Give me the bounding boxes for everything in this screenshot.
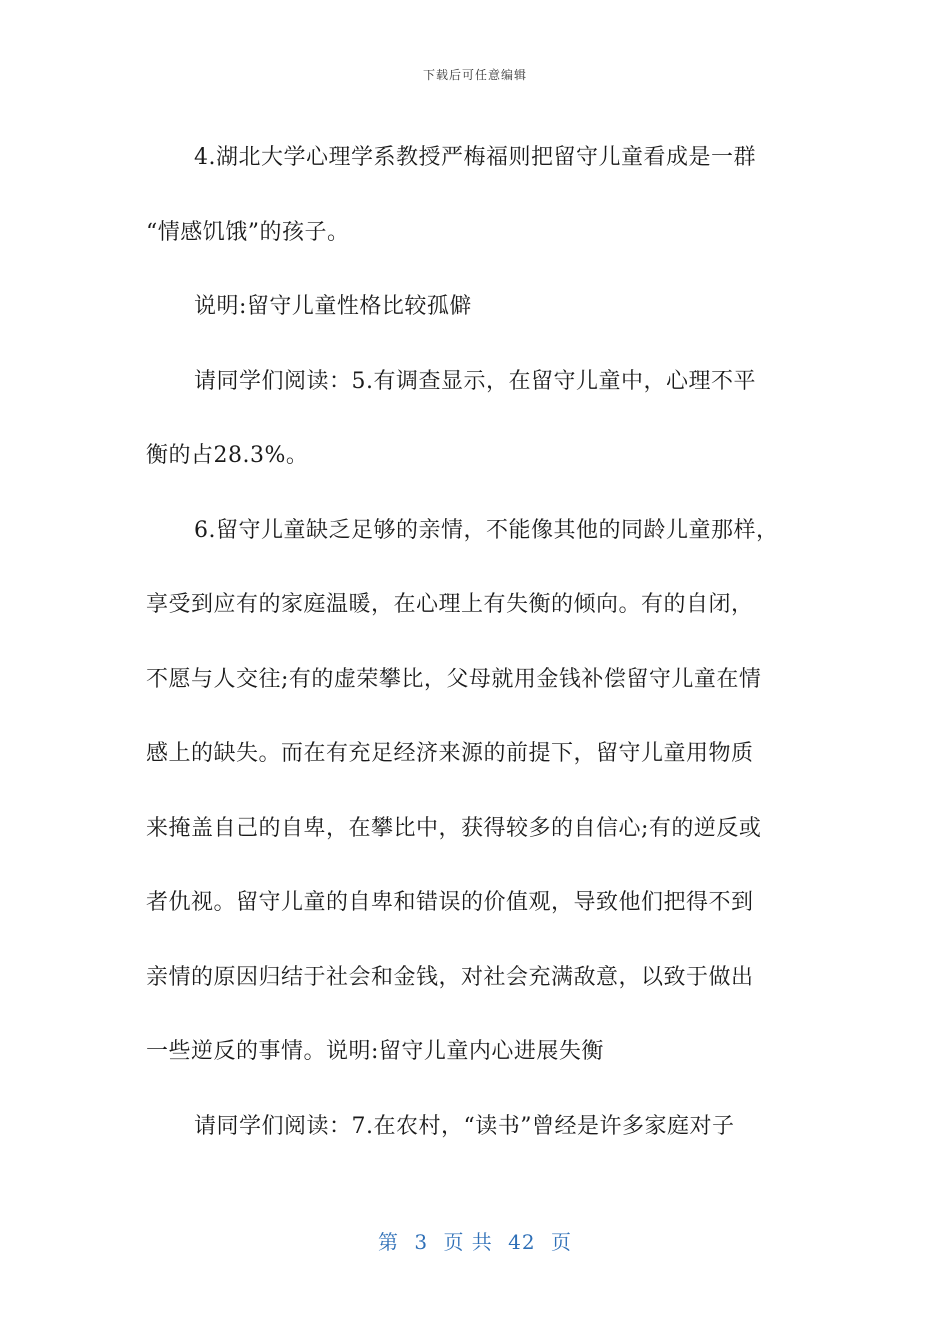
paragraph-line: 感上的缺失。而在有充足经济来源的前提下，留守儿童用物质 (146, 741, 754, 766)
paragraph-line: 请同学们阅读：5.有调查显示，在留守儿童中，心理不平 (194, 368, 756, 394)
page-header: 下载后可任意编辑 (422, 68, 527, 82)
paragraph-line: 不愿与人交往;有的虚荣攀比，父母就用金钱补偿留守儿童在情 (146, 666, 762, 692)
page-total: 42 (508, 1230, 536, 1254)
document-body (146, 121, 806, 1164)
page-prefix: 第 (378, 1230, 399, 1254)
paragraph-line: 一些逆反的事情。说明:留守儿童内心进展失衡 (146, 1039, 604, 1064)
paragraph-line: 说明:留守儿童性格比较孤僻 (194, 294, 472, 319)
page-suffix: 页 (550, 1230, 572, 1254)
paragraph-line: 亲情的原因归结于社会和金钱，对社会充满敌意，以致于做出 (146, 964, 754, 990)
paragraph-line: “情感饥饿”的孩子。 (146, 219, 350, 245)
paragraph-line: 来掩盖自己的自卑，在攀比中，获得较多的自信心;有的逆反或 (146, 815, 762, 841)
page-footer (0, 1226, 950, 1255)
paragraph-line: 6.留守儿童缺乏足够的亲情，不能像其他的同龄儿童那样， (194, 517, 779, 543)
page-current: 3 (414, 1230, 429, 1254)
paragraph-line: 者仇视。留守儿童的自卑和错误的价值观，导致他们把得不到 (146, 890, 754, 915)
paragraph-line: 4.湖北大学心理学系教授严梅福则把留守儿童看成是一群 (194, 145, 756, 170)
paragraph-line: 享受到应有的家庭温暖，在心理上有失衡的倾向。有的自闭， (146, 592, 754, 617)
page-mid: 页 共 (443, 1230, 493, 1254)
paragraph-line: 衡的占28.3%。 (146, 443, 309, 468)
paragraph-line: 请同学们阅读：7.在农村，“读书”曾经是许多家庭对子 (194, 1113, 735, 1139)
